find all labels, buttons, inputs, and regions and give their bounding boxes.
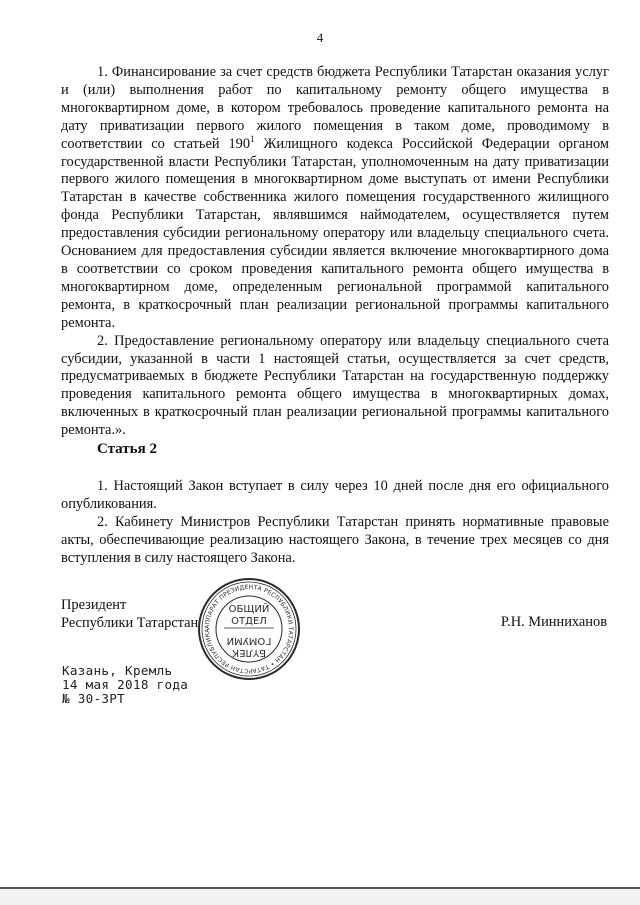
stamp-line-3: ГОМУМИ — [226, 635, 272, 646]
superscript-1: 1 — [250, 133, 255, 144]
paragraph-1-part-a: 1. Финансирование за счет средств бюджета Республики Татарстан оказания услуг и (или) выполнения работ по капитальному ремонту общего имущества в многоквартирном доме, в котором требовалось проведение капитального ремонта на дату приватизации первого жилого помещения в таком доме, проводимому в соответствии со статьей 190 — [61, 64, 609, 152]
official-stamp — [196, 576, 302, 682]
paragraph-1-part-b: Жилищного кодекса Российской Федерации органом государственной власти Республики Татарстан, уполномоченным на дату приватизации первого жилого помещения в многоквартирном доме выступать от имени Республики Татарстан в качестве собственника жилого помещения государственного жилищного фонда Республики Татарстан, являвшимся наймодателем, осуществляется путем предоставления субсидии региональному оператору или владельцу специального счета. Основанием для предоставления субсидии является включение многоквартирного дома в соответствии со сроком проведения капитального ремонта общего имущества в многоквартирном доме, определенным региональной программой капитального ремонта, в краткосрочный план реализации региональной программы капитального ремонта. — [61, 135, 609, 331]
signatory-title-line-2: Республики Татарстан — [61, 615, 199, 631]
issue-place: Казань, Кремль — [62, 663, 173, 678]
stamp-graphic — [196, 576, 302, 682]
paragraph-2: 2. Предоставление региональному оператору или владельцу специального счета субсидии, указанной в части 1 настоящей статьи, осуществляется за счет средств, предусматриваемых в бюджете Республики Татарстан на государственную поддержку проведения капитального ремонта общего имущества в многоквартирных домах, включенных в краткосрочный план реализации региональной программы капитального ремонта.». — [61, 332, 609, 439]
page-edge-shadow — [0, 889, 640, 905]
article-1-text — [61, 64, 609, 440]
stamp-ring-text: АППАРАТ ПРЕЗИДЕНТА РЕСПУБЛИКИ ТАТАРСТАН • ТАТАРСТАН РЕСПУБЛИКА — [203, 583, 295, 675]
issue-number: № 30-ЗРТ — [62, 691, 126, 707]
paragraph-1 — [61, 64, 609, 333]
issue-info — [62, 664, 188, 707]
signatory-title — [61, 596, 198, 632]
signatory-title-line-1: Президент — [61, 597, 127, 613]
article-2-paragraph-2: 2. Кабинету Министров Республики Татарстан принять нормативные правовые акты, обеспечивающие реализацию настоящего Закона, в течение трех месяцев со дня вступления в силу настоящего Закона. — [61, 513, 609, 566]
article-2-paragraph-1: 1. Настоящий Закон вступает в силу через 10 дней после дня его официального опубликования. — [61, 478, 609, 512]
issue-date: 14 мая 2018 года — [62, 677, 189, 693]
stamp-line-2: ОТДЕЛ — [231, 616, 267, 627]
signatory-name: Р.Н. Минниханов — [500, 614, 607, 630]
article-2-text — [61, 478, 609, 568]
article-2-heading: Статья 2 — [97, 441, 157, 457]
stamp-line-4: БҮЛЕК — [232, 647, 266, 658]
stamp-line-1: ОБЩИЙ — [228, 604, 270, 615]
page-number: 4 — [316, 30, 324, 45]
